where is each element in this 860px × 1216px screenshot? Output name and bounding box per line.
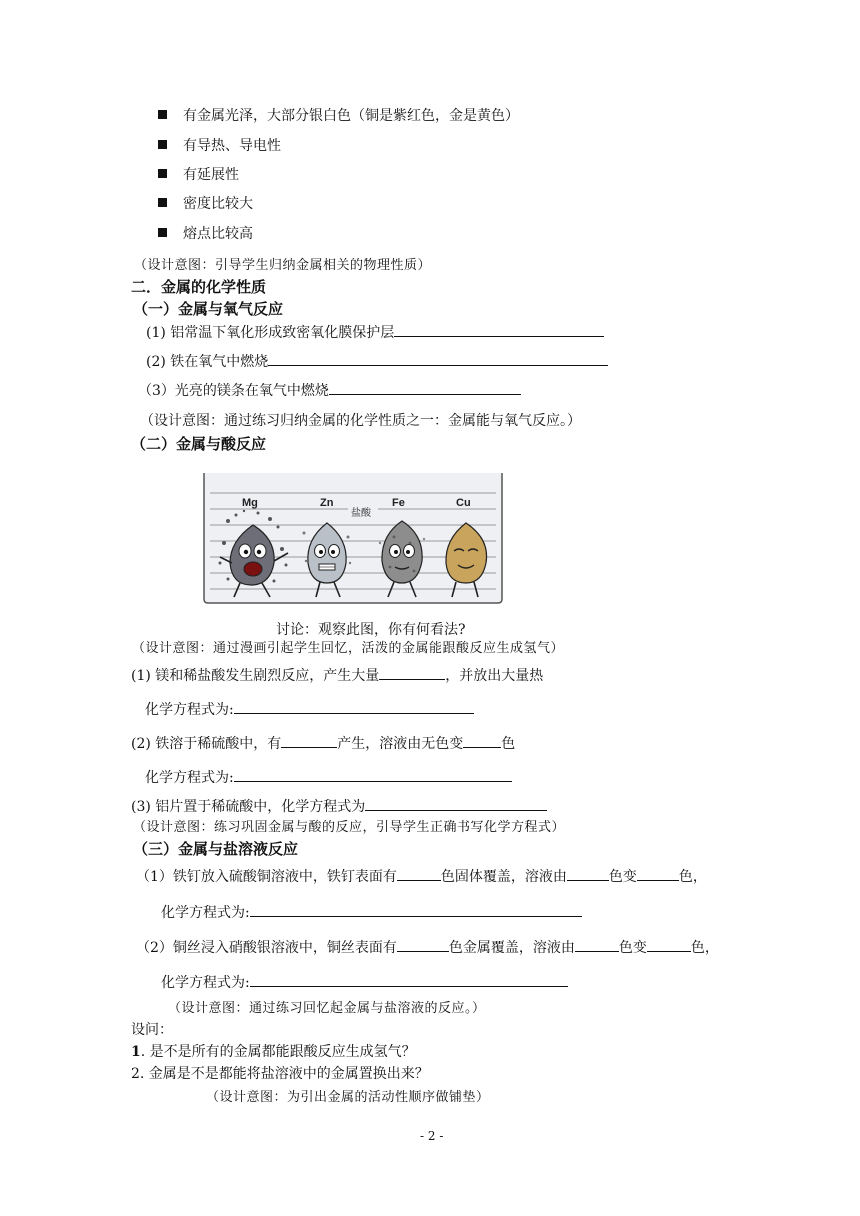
subsection-title: （三）金属与盐溶液反应 xyxy=(133,840,299,858)
equation-line: 化学方程式为: xyxy=(161,972,568,992)
property-item: 有导热、导电性 xyxy=(183,138,281,154)
discussion-prompt: 讨论：观察此图，你有何看法? xyxy=(276,622,466,638)
answer-blank[interactable] xyxy=(463,734,501,748)
exercise-line: (1) 铝常温下氧化形成致密氧化膜保护层 xyxy=(146,322,604,342)
answer-blank[interactable] xyxy=(234,700,474,714)
question-item: 1. 是不是所有的金属都能跟酸反应生成氢气？ xyxy=(131,1044,416,1060)
exercise-line: (2) 铁在氧气中燃烧 xyxy=(146,351,608,371)
exercise-line: (2) 铁溶于稀硫酸中，有 产生，溶液由无色变 色 xyxy=(131,736,516,752)
metal-label-cu: Cu xyxy=(456,497,471,509)
metal-label-mg: Mg xyxy=(242,497,258,509)
page-number: - 2 - xyxy=(420,1129,444,1143)
answer-blank[interactable] xyxy=(567,867,609,881)
metals-in-acid-illustration xyxy=(198,463,508,605)
acid-label: 盐酸 xyxy=(351,508,371,519)
question-heading: 设问： xyxy=(131,1022,173,1038)
exercise-line: （3）光亮的镁条在氧气中燃烧 xyxy=(138,380,521,400)
design-intent-note: （设计意图：通过练习回忆起金属与盐溶液的反应。） xyxy=(168,1001,486,1016)
question-item: 2. 金属是不是都能将盐溶液中的金属置换出来？ xyxy=(131,1066,429,1082)
exercise-line: （2）铜丝浸入硝酸银溶液中，铜丝表面有 色金属覆盖，溶液由 色变 色， xyxy=(136,940,719,956)
answer-blank[interactable] xyxy=(281,734,337,748)
answer-blank[interactable] xyxy=(250,973,568,987)
bullet-icon xyxy=(158,110,167,119)
equation-line: 化学方程式为: xyxy=(145,699,474,719)
answer-blank[interactable] xyxy=(234,768,512,782)
answer-blank[interactable] xyxy=(575,938,619,952)
answer-blank[interactable] xyxy=(394,323,604,337)
answer-blank[interactable] xyxy=(250,903,582,917)
metal-label-fe: Fe xyxy=(392,497,405,509)
equation-line: 化学方程式为: xyxy=(145,767,512,787)
answer-blank[interactable] xyxy=(329,381,521,395)
section-title: 二．金属的化学性质 xyxy=(131,278,267,296)
design-intent-note: （设计意图：引导学生归纳金属相关的物理性质） xyxy=(134,258,432,273)
exercise-line: (3) 铝片置于稀硫酸中，化学方程式为 xyxy=(131,796,547,816)
design-intent-note: （设计意图：为引出金属的活动性顺序做铺垫） xyxy=(206,1090,490,1105)
bullet-icon xyxy=(158,228,167,237)
subsection-title: （二）金属与酸反应 xyxy=(131,435,267,453)
property-item: 密度比较大 xyxy=(183,196,253,212)
exercise-line: (1) 镁和稀盐酸发生剧烈反应，产生大量 ，并放出大量热 xyxy=(131,668,544,684)
exercise-line: （1）铁钉放入硫酸铜溶液中，铁钉表面有 色固体覆盖，溶液由 色变 色， xyxy=(136,869,707,885)
answer-blank[interactable] xyxy=(365,797,547,811)
bullet-icon xyxy=(158,140,167,149)
design-intent-note: （设计意图：通过漫画引起学生回忆，活泼的金属能跟酸反应生成氢气） xyxy=(132,641,565,656)
property-item: 熔点比较高 xyxy=(183,226,253,242)
answer-blank[interactable] xyxy=(397,867,441,881)
property-item: 有延展性 xyxy=(183,167,239,183)
bullet-icon xyxy=(158,169,167,178)
property-item: 有金属光泽，大部分银白色（铜是紫红色，金是黄色） xyxy=(183,108,519,124)
bullet-icon xyxy=(158,198,167,207)
equation-line: 化学方程式为: xyxy=(161,902,582,922)
subsection-title: （一）金属与氧气反应 xyxy=(133,300,284,318)
metal-label-zn: Zn xyxy=(320,497,334,509)
design-intent-note: （设计意图：练习巩固金属与酸的反应，引导学生正确书写化学方程式） xyxy=(133,820,566,835)
answer-blank[interactable] xyxy=(647,938,691,952)
answer-blank[interactable] xyxy=(637,867,679,881)
design-intent-note: （设计意图：通过练习归纳金属的化学性质之一：金属能与氧气反应。） xyxy=(140,413,581,429)
answer-blank[interactable] xyxy=(268,352,608,366)
answer-blank[interactable] xyxy=(379,666,445,680)
answer-blank[interactable] xyxy=(397,938,449,952)
